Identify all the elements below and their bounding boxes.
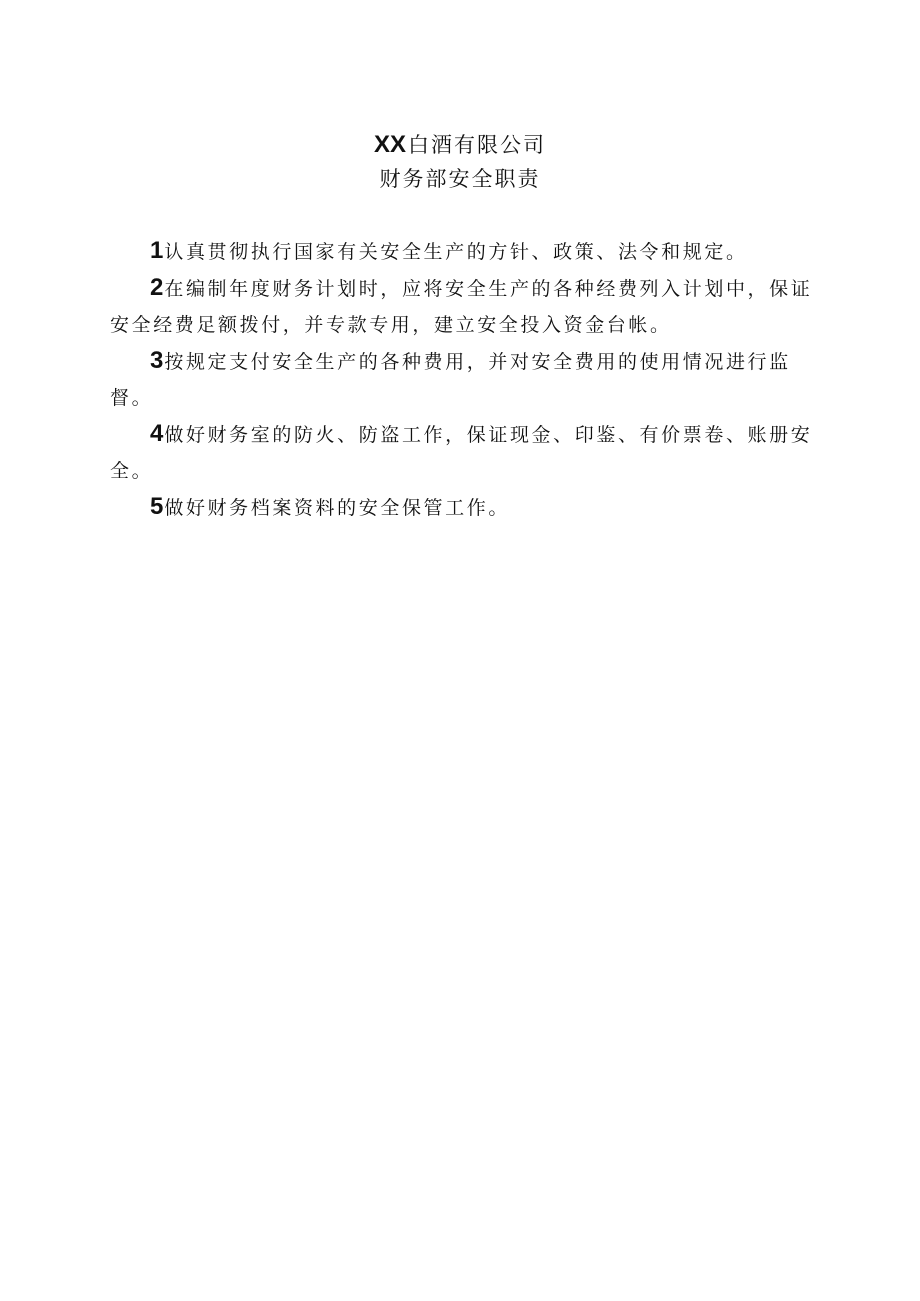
company-name: 白酒有限公司	[408, 133, 546, 157]
document-header	[0, 128, 920, 196]
duty-text: 按规定支付安全生产的各种费用，并对安全费用的使用情况进行监督。	[110, 351, 791, 409]
duty-text: 做好财务室的防火、防盗工作，保证现金、印鉴、有价票卷、账册安全。	[110, 424, 813, 482]
company-name-prefix: XX	[373, 131, 406, 158]
duty-text: 在编制年度财务计划时，应将安全生产的各种经费列入计划中，保证安全经费足额拨付，并专款专用，建立安全投入资金台帐。	[110, 278, 813, 336]
company-title	[0, 128, 920, 162]
document-subtitle: 财务部安全职责	[379, 167, 541, 191]
duty-item-5	[110, 489, 822, 526]
duty-number: 5	[150, 493, 164, 520]
duty-item-4	[110, 416, 822, 489]
duty-text: 做好财务档案资料的安全保管工作。	[164, 497, 510, 519]
duty-text: 认真贯彻执行国家有关安全生产的方针、政策、法令和规定。	[164, 241, 748, 263]
duty-item-3	[110, 343, 822, 416]
duty-number: 4	[150, 420, 164, 447]
duty-item-2	[110, 270, 822, 343]
duty-number: 1	[150, 237, 164, 264]
duties-list	[110, 233, 822, 526]
duty-number: 3	[150, 347, 164, 374]
duty-item-1	[110, 233, 822, 270]
duty-number: 2	[150, 274, 164, 301]
